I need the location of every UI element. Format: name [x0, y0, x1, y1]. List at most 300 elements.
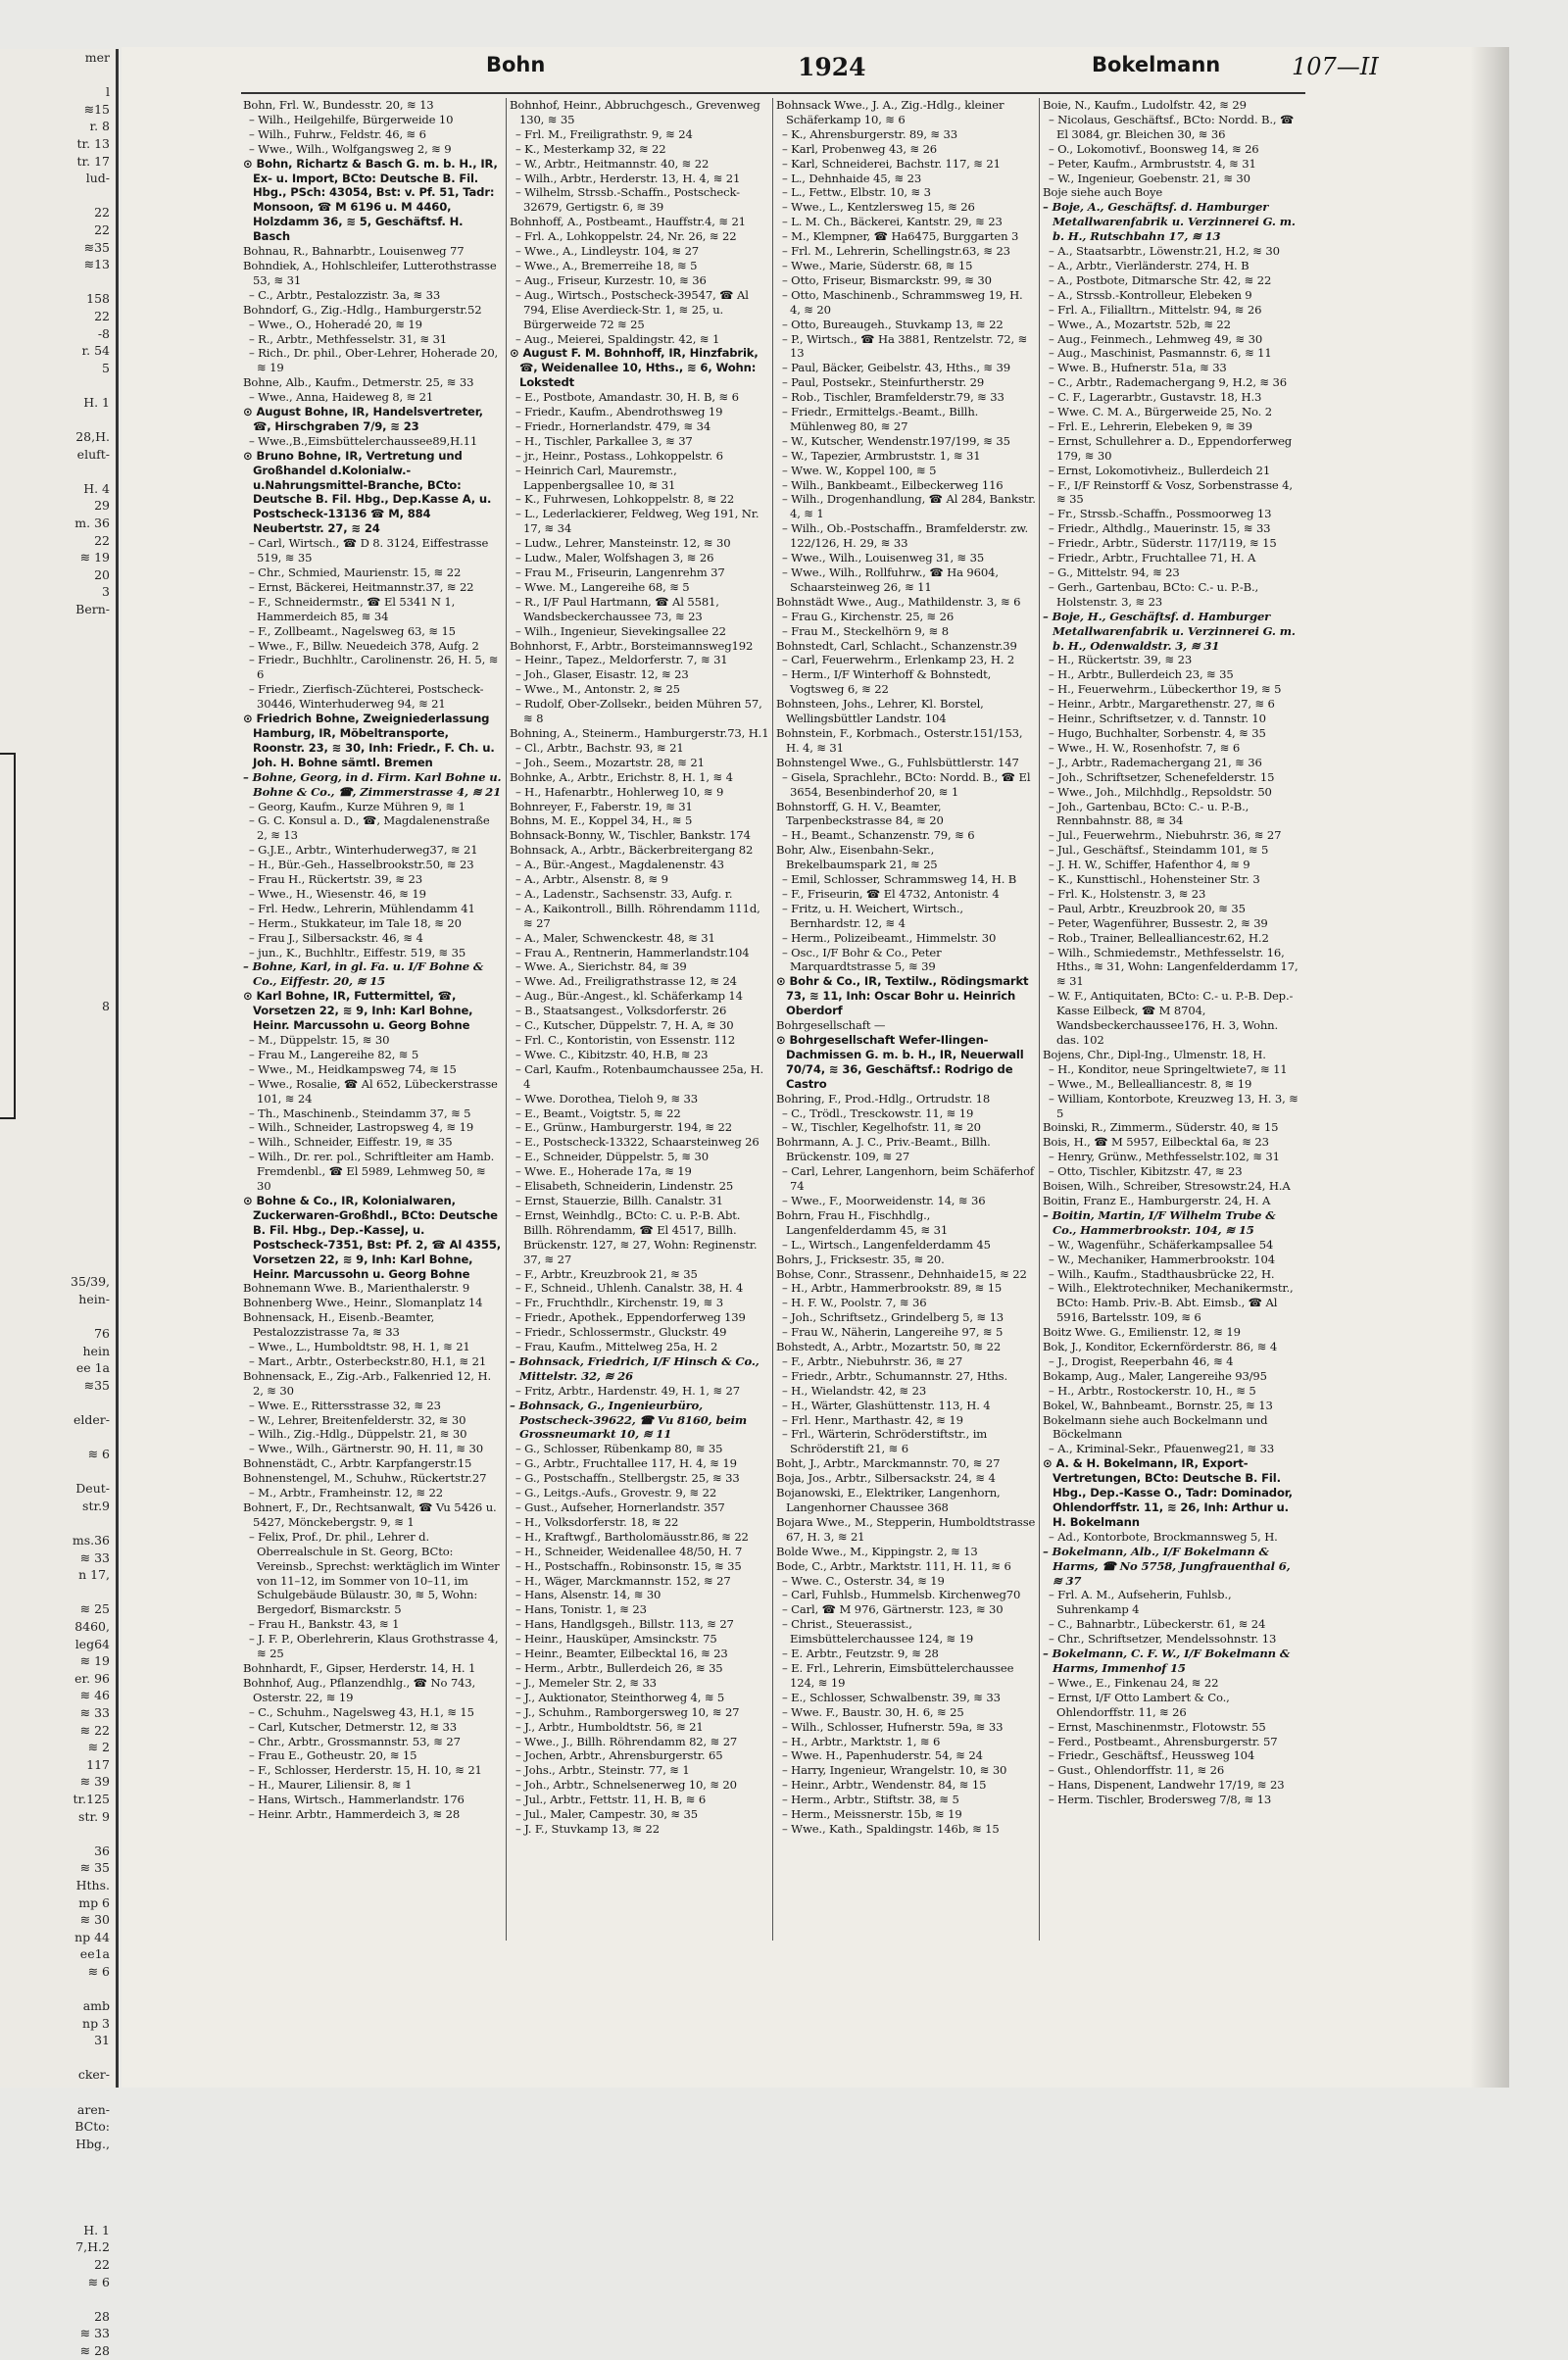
directory-entry: – H., Wäger, Marckmannstr. 152, ≋ 27	[515, 1573, 731, 1588]
directory-entry: – H., Tischler, Parkallee 3, ≋ 37	[515, 433, 693, 448]
directory-entry: – Wwe., J., Billh. Röhrendamm 82, ≋ 27	[515, 1734, 738, 1748]
directory-entry: – F., Schneid., Uhlenh. Canalstr. 38, H. 4	[515, 1281, 744, 1296]
directory-entry: Bohns, M. E., Koppel 34, H., ≋ 5	[510, 813, 693, 828]
directory-entry: – Frl. E., Lehrerin, Elebeken 9, ≋ 39	[1049, 418, 1252, 433]
prev-page-fragment: r. 8	[89, 119, 110, 134]
header-right-keyword: Bokelmann	[1092, 53, 1221, 76]
page-header	[122, 53, 1509, 92]
directory-entry: Bohnstengel Wwe., G., Fuhlsbüttlerstr. 147	[776, 755, 1019, 769]
directory-entry: ⊙ Bruno Bohne, IR, Vertretung und Großhandel d.Kolonialw.-u.Nahrungsmittel-Branche, BCto: Deutsche B. Fil. Hbg., Dep.Kasse A, u. Postscheck-13136 ☎ M, 884 Neubertstr. 27, ≋ 24	[243, 448, 492, 536]
directory-entry: – Joh., Schriftsetz., Grindelberg 5, ≋ 13	[782, 1310, 1004, 1325]
prev-page-fragment: 20	[94, 566, 110, 582]
prev-page-fragment	[0, 411, 116, 428]
directory-entry: Bohnhof, Heinr., Abbruchgesch., Grevenweg 130, ≋ 35	[510, 98, 760, 126]
directory-entry: – Chr., Schmied, Maurienstr. 15, ≋ 22	[249, 565, 462, 579]
directory-entry: – Friedr., Althdlg., Mauerinstr. 15, ≋ 33	[1049, 521, 1271, 536]
directory-entry: – Wwe., E., Finkenau 24, ≋ 22	[1049, 1675, 1219, 1690]
directory-entry: Bohnsteen, Johs., Lehrer, Kl. Borstel, Wellingsbüttler Landstr. 104	[776, 697, 984, 726]
directory-entry: – C., Kutscher, Düppelstr. 7, H. A, ≋ 30	[515, 1018, 734, 1033]
directory-entry: – G., Schlosser, Rübenkamp 80, ≋ 35	[515, 1442, 723, 1456]
directory-entry: – Wilhelm, Strssb.-Schaffn., Postscheck-32679, Gertigstr. 6, ≋ 39	[515, 185, 740, 215]
directory-entry: ⊙ August F. M. Bohnhoff, IR, Hinzfabrik, ☎, Weidenallee 10, Hths., ≋ 6, Wohn: Lokstedt	[510, 346, 759, 390]
directory-entry: – H., Arbtr., Rostockerstr. 10, H., ≋ 5	[1049, 1383, 1256, 1398]
directory-entry: – Mart., Arbtr., Osterbeckstr.80, H.1, ≋ 21	[249, 1353, 487, 1368]
directory-entry: – Carl, Fuhlsb., Hummelsb. Kirchenweg70	[782, 1588, 1021, 1602]
directory-entry: – Wilh., Kaufm., Stadthausbrücke 22, H.	[1049, 1266, 1275, 1281]
directory-entry: – J. F., Stuvkamp 13, ≋ 22	[515, 1821, 660, 1836]
directory-entry: – C., Arbtr., Pestalozzistr. 3a, ≋ 33	[249, 287, 441, 302]
directory-entry: – G., Mittelstr. 94, ≋ 23	[1049, 565, 1180, 579]
directory-entry: – Wwe., F., Billw. Neuedeich 378, Aufg. 2	[249, 638, 479, 653]
directory-entry: – Rob., Tischler, Bramfelderstr.79, ≋ 33	[782, 390, 1004, 405]
directory-entry: ⊙ August Bohne, IR, Handelsvertreter, ☎, Hirschgraben 7/9, ≋ 23	[243, 405, 483, 433]
directory-entry: – Wilh., Schmiedemstr., Methfesselstr. 16, Hths., ≋ 31, Wohn: Langenfelderdamm 17, ≋ 31	[1049, 945, 1298, 989]
prev-page-fragment	[0, 1256, 116, 1274]
directory-entry: – Th., Maschinenb., Steindamm 37, ≋ 5	[249, 1106, 471, 1120]
directory-entry: – Herm., Arbtr., Stiftstr. 38, ≋ 5	[782, 1793, 959, 1807]
directory-entry: – Herm. Tischler, Brodersweg 7/8, ≋ 13	[1049, 1793, 1272, 1807]
directory-entry: – Aug., Feinmech., Lehmweg 49, ≋ 30	[1049, 331, 1263, 346]
directory-entry: – E., Postbote, Amandastr. 30, H. B, ≋ 6	[515, 390, 739, 405]
prev-page-fragment: cker-	[77, 2067, 110, 2083]
directory-entry: – Ernst, Stauerzie, Billh. Canalstr. 31	[515, 1193, 723, 1207]
prev-page-fragment: 76	[94, 1325, 110, 1341]
directory-entry: – Carl, Feuerwehrm., Erlenkamp 23, H. 2	[782, 653, 1015, 667]
directory-entry: ⊙ Karl Bohne, IR, Futtermittel, ☎, Vorsetzen 22, ≋ 9, Inh: Karl Bohne, Heinr. Marcussohn u. Georg Bohne	[243, 989, 473, 1033]
directory-entry: – F., Friseurin, ☎ El 4732, Antonistr. 4	[782, 886, 1000, 901]
directory-entry: – Wilh., Schneider, Eiffestr. 19, ≋ 35	[249, 1135, 453, 1150]
directory-entry: – Jul., Maler, Campestr. 30, ≋ 35	[515, 1807, 698, 1822]
prev-page-fragment: 31	[94, 2033, 110, 2048]
prev-page-fragment: 22	[94, 532, 110, 548]
directory-entry: – Wwe. C., Kibitzstr. 40, H.B, ≋ 23	[515, 1047, 709, 1061]
prev-page-fragment: ≋ 25	[79, 1601, 110, 1617]
directory-entry: – Frau M., Friseurin, Langenrehm 37	[515, 565, 725, 579]
directory-entry: – Friedr., Hornerlandstr. 479, ≋ 34	[515, 418, 711, 433]
prev-page-fragment	[0, 1014, 116, 1032]
directory-entry: – E. Frl., Lehrerin, Eimsbüttelerchaussee 124, ≋ 19	[782, 1660, 1014, 1690]
directory-entry: – Herm., Stukkateur, im Tale 18, ≋ 20	[249, 915, 462, 930]
directory-entry: – W., Wagenführ., Schäferkampsallee 54	[1049, 1237, 1274, 1252]
directory-entry: Bohnensack, H., Eisenb.-Beamter, Pestalozzistrasse 7a, ≋ 33	[243, 1310, 435, 1340]
prev-page-fragment: ≋35	[83, 239, 110, 255]
directory-entry: – C., Bahnarbtr., Lübeckerstr. 61, ≋ 24	[1049, 1617, 1266, 1632]
page-shadow	[1470, 47, 1509, 2088]
directory-entry: – Friedr., Zierfisch-Züchterei, Postscheck-30446, Winterhuderweg 94, ≋ 21	[249, 682, 484, 712]
directory-entry: Bohstedt, A., Arbtr., Mozartstr. 50, ≋ 22	[776, 1340, 1002, 1354]
directory-entry: – Ad., Kontorbote, Brockmannsweg 5, H.	[1049, 1529, 1278, 1544]
directory-entry: Bohnau, R., Bahnarbtr., Louisenweg 77	[243, 244, 465, 259]
prev-page-fragment: tr. 13	[76, 135, 110, 151]
column-separator	[506, 98, 507, 1941]
prev-page-fragment	[0, 2152, 116, 2170]
directory-entry: – Carl, Wirtsch., ☎ D 8. 3124, Eiffestrasse 519, ≋ 35	[249, 536, 489, 565]
prev-page-fragment: mp 6	[78, 1894, 110, 1910]
directory-entry: – Wwe. C., Osterstr. 34, ≋ 19	[782, 1573, 945, 1588]
prev-page-fragment: hein-	[78, 1291, 110, 1306]
prev-page-fragment: ≋ 6	[87, 1447, 110, 1462]
directory-entry: – J. F. P., Oberlehrerin, Klaus Grothstrasse 4, ≋ 25	[249, 1632, 499, 1661]
directory-entry: – M., Klempner, ☎ Ha6475, Burggarten 3	[782, 229, 1019, 244]
directory-entry: – Rob., Trainer, Bellealliancestr.62, H.2	[1049, 930, 1269, 945]
directory-entry: Bokelmann siehe auch Bockelmann und Böckelmann	[1043, 1412, 1268, 1442]
prev-page-fragment: 22	[94, 308, 110, 323]
directory-entry: – Jul., Feuerwehrm., Niebuhrstr. 36, ≋ 27	[1049, 828, 1282, 843]
previous-page-edge	[0, 49, 119, 2358]
directory-entry: Bode, C., Arbtr., Marktstr. 111, H. 11, ≋ 6	[776, 1558, 1011, 1573]
directory-entry: Bohnenberg Wwe., Heinr., Slomanplatz 14	[243, 1296, 483, 1310]
directory-entry: Bohnemann Wwe. B., Marienthalerstr. 9	[243, 1281, 470, 1296]
prev-page-fragment	[0, 2188, 116, 2205]
directory-entry: Bohrmann, A. J. C., Priv.-Beamt., Billh. Brückenstr. 109, ≋ 27	[776, 1135, 991, 1164]
directory-entry: Boje siehe auch Boye	[1043, 185, 1163, 200]
directory-entry: – Frau M., Steckelhörn 9, ≋ 8	[782, 623, 949, 638]
directory-entry: – H., Postschaffn., Robinsonstr. 15, ≋ 35	[515, 1558, 742, 1573]
directory-entry: – H., Konditor, neue Springeltwiete7, ≋ 11	[1049, 1061, 1288, 1076]
directory-entry: Bohndorf, G., Zig.-Hdlg., Hamburgerstr.52	[243, 302, 482, 317]
directory-entry: – C. F., Lagerarbtr., Gustavstr. 18, H.3	[1049, 390, 1262, 405]
directory-entry: Bohrn, Frau H., Fischhdlg., Langenfelderdamm 45, ≋ 31	[776, 1207, 949, 1237]
directory-entry: – P., Wirtsch., ☎ Ha 3881, Rentzelstr. 72, ≋ 13	[782, 331, 1028, 361]
directory-entry: – F., Zollbeamt., Nagelsweg 63, ≋ 15	[249, 623, 456, 638]
directory-entry: – Felix, Prof., Dr. phil., Lehrer d. Oberrealschule in St. Georg, BCto: Vereinsb., Sprechst: werktäglich im Winter von 11–12, im Sommer von 10–11, im Schulgebäude Bülaustr. 30, ≋ 5, Wohn: Bergedorf, Bismarckstr. 5	[249, 1529, 500, 1617]
directory-entry: – A., Arbtr., Vierländerstr. 274, H. B	[1049, 258, 1250, 272]
directory-entry: – Wwe., F., Moorweidenstr. 14, ≋ 36	[782, 1193, 986, 1207]
directory-entry: – Georg, Kaufm., Kurze Mühren 9, ≋ 1	[249, 799, 466, 813]
directory-entry: – Wwe. C. M. A., Bürgerweide 25, No. 2	[1049, 405, 1272, 419]
directory-entry: – Heinr., Tapez., Meldorferstr. 7, ≋ 31	[515, 653, 728, 667]
directory-entry: – Wwe. W., Koppel 100, ≋ 5	[782, 463, 937, 477]
directory-entry: – Ernst, Schullehrer a. D., Eppendorferweg 179, ≋ 30	[1049, 433, 1293, 463]
directory-entry: – Wilh., Fuhrw., Feldstr. 46, ≋ 6	[249, 126, 426, 141]
directory-entry: – Harry, Ingenieur, Wrangelstr. 10, ≋ 30	[782, 1763, 1007, 1778]
directory-entry: – W., Tapezier, Armbruststr. 1, ≋ 31	[782, 448, 981, 463]
directory-entry: Bohrgesellschaft —	[776, 1018, 886, 1033]
directory-entry: – H., Feuerwehrm., Lübeckerthor 19, ≋ 5	[1049, 682, 1282, 697]
directory-entry: – W., Tischler, Kegelhofstr. 11, ≋ 20	[782, 1120, 981, 1135]
directory-entry: Boisen, Wilh., Schreiber, Stresowstr.24, H.A	[1043, 1179, 1291, 1194]
directory-entry: – Otto, Maschinenb., Schrammsweg 19, H. 4, ≋ 20	[782, 287, 1023, 317]
directory-entry: – Wwe., M., Heidkampsweg 74, ≋ 15	[249, 1061, 457, 1076]
directory-entry: Bohnstein, F., Korbmach., Osterstr.151/153, H. 4, ≋ 31	[776, 725, 1023, 755]
prev-page-fragment: lud-	[85, 171, 110, 186]
prev-page-fragment: 36	[94, 1843, 110, 1858]
prev-page-fragment	[0, 2170, 116, 2188]
directory-entry: – Wilh., Heilgehilfe, Bürgerweide 10	[249, 112, 454, 126]
prev-page-fragment: ≋15	[83, 101, 110, 117]
directory-entry: – L., Lederlackierer, Feldweg, Weg 191, Nr. 17, ≋ 34	[515, 507, 760, 536]
prev-page-fragment: ≋ 22	[79, 1722, 110, 1738]
directory-entry: – K., Fuhrwesen, Lohkoppelstr. 8, ≋ 22	[515, 492, 735, 507]
directory-entry: Bohnstädt Wwe., Aug., Mathildenstr. 3, ≋ 6	[776, 594, 1021, 609]
directory-entry: – H., Arbtr., Hammerbrookstr. 89, ≋ 15	[782, 1281, 1003, 1296]
prev-page-fragment	[0, 721, 116, 739]
directory-entry: – Frl. A., Filialltrn., Mittelstr. 94, ≋ 26	[1049, 302, 1262, 317]
directory-entry: – Wwe., A., Bremerreihe 18, ≋ 5	[515, 258, 698, 272]
directory-entry: – H., Wärter, Glashüttenstr. 113, H. 4	[782, 1398, 991, 1412]
directory-entry: – W., Lehrer, Breitenfelderstr. 32, ≋ 30	[249, 1412, 466, 1427]
directory-entry: – Rich., Dr. phil., Ober-Lehrer, Hoherade 20, ≋ 19	[249, 346, 499, 375]
directory-entry: – Frl., Wärterin, Schröderstiftstr., im Schröderstift 21, ≋ 6	[782, 1427, 988, 1456]
prev-page-fragment	[0, 877, 116, 895]
directory-entry: Boja, Jos., Arbtr., Silbersackstr. 24, ≋ 4	[776, 1471, 996, 1486]
directory-entry: – M., Düppelstr. 15, ≋ 30	[249, 1033, 390, 1047]
directory-entry: – Wwe. H., Papenhuderstr. 54, ≋ 24	[782, 1748, 983, 1763]
directory-entry: – Cl., Arbtr., Bachstr. 93, ≋ 21	[515, 740, 684, 755]
directory-entry: – H., Wielandstr. 42, ≋ 23	[782, 1383, 927, 1398]
directory-entry: – Friedr., Ermittelgs.-Beamt., Billh. Mühlenweg 80, ≋ 27	[782, 405, 979, 433]
directory-entry: – Wilh., Ob.-Postschaffn., Bramfelderstr. zw. 122/126, H. 29, ≋ 33	[782, 521, 1028, 551]
prev-page-fragment: ≋ 6	[87, 1963, 110, 1979]
prev-page-fragment	[0, 2049, 116, 2067]
directory-entry: – K., Mesterkamp 32, ≋ 22	[515, 141, 666, 156]
directory-entry: – Bokelmann, C. F. W., I/F Bokelmann & Harms, Immenhof 15	[1043, 1647, 1291, 1675]
prev-page-fragment	[0, 687, 116, 705]
directory-entry: Bohnsack Wwe., J. A., Zig.-Hdlg., kleiner Schäferkamp 10, ≋ 6	[776, 98, 1004, 126]
prev-page-fragment: tr. 17	[76, 153, 110, 169]
prev-page-fragment: ≋ 35	[79, 1860, 110, 1876]
directory-entry: – Wwe. M., Langereihe 68, ≋ 5	[515, 579, 690, 594]
directory-entry: – H., Bür.-Geh., Hasselbrookstr.50, ≋ 23	[249, 858, 474, 872]
prev-page-fragment: str.9	[82, 1498, 110, 1513]
directory-entry: – Hans, Handlgsgeh., Billstr. 113, ≋ 27	[515, 1617, 734, 1632]
header-rule	[241, 92, 1305, 94]
prev-page-fragment: ≋ 19	[79, 1653, 110, 1669]
prev-page-fragment: ≋ 2	[87, 1740, 110, 1755]
directory-entry: – Aug., Meierei, Spaldingstr. 42, ≋ 1	[515, 331, 720, 346]
directory-entry: – Paul, Bäcker, Geibelstr. 43, Hths., ≋ 39	[782, 361, 1010, 375]
directory-entry: – Heinr., Arbtr., Wendenstr. 84, ≋ 15	[782, 1778, 987, 1793]
directory-entry: Bohrs, J., Fricksestr. 35, ≋ 20.	[776, 1252, 945, 1266]
prev-page-fragment	[0, 1584, 116, 1601]
directory-entry: – Carl, Kutscher, Detmerstr. 12, ≋ 33	[249, 1719, 458, 1734]
directory-entry: – Bokelmann, Alb., I/F Bokelmann & Harms, ☎ No 5758, Jungfrauenthal 6, ≋ 37	[1043, 1544, 1291, 1588]
prev-page-fragment: 158	[86, 291, 110, 307]
directory-entry: ⊙ Bohrgesellschaft Wefer-Ilingen-Dachmissen G. m. b. H., IR, Neuerwall 70/74, ≋ 36, Geschäftsf.: Rodrigo de Castro	[776, 1033, 1024, 1091]
header-year: 1924	[798, 53, 866, 81]
directory-entry: – A., Arbtr., Alsenstr. 8, ≋ 9	[515, 872, 668, 887]
prev-page-fragment	[0, 791, 116, 809]
directory-entry: – F., I/F Reinstorff & Vosz, Sorbenstrasse 4, ≋ 35	[1049, 477, 1293, 507]
directory-entry: – Wwe., Wilh., Wolfgangsweg 2, ≋ 9	[249, 141, 452, 156]
directory-entry: – Wilh., Ingenieur, Sievekingsallee 22	[515, 623, 726, 638]
directory-entry: – Ernst, Maschinenmstr., Flotowstr. 55	[1049, 1719, 1266, 1734]
prev-page-fragment	[0, 1221, 116, 1239]
directory-entry: Bojara Wwe., M., Stepperin, Humboldtstrasse 67, H. 3, ≋ 21	[776, 1514, 1036, 1544]
directory-entry: – J., Arbtr., Humboldtstr. 56, ≋ 21	[515, 1719, 704, 1734]
directory-entry: Bohnert, F., Dr., Rechtsanwalt, ☎ Vu 5426 u. 5427, Mönckebergstr. 9, ≋ 1	[243, 1500, 497, 1529]
directory-entry: – Gisela, Sprachlehr., BCto: Nordd. B., ☎ El 3654, Besenbinderhof 20, ≋ 1	[782, 769, 1031, 799]
directory-entry: – Aug., Bür.-Angest., kl. Schäferkamp 14	[515, 989, 743, 1004]
directory-entry: – H., Maurer, Liliensir. 8, ≋ 1	[249, 1778, 413, 1793]
prev-page-fragment: 29	[94, 498, 110, 514]
directory-entry: Bohnensack, E., Zig.-Arb., Falkenried 12, H. 2, ≋ 30	[243, 1368, 491, 1398]
prev-page-fragment: 22	[94, 2257, 110, 2272]
directory-entry: – G.J.E., Arbtr., Winterhuderweg37, ≋ 21	[249, 843, 478, 858]
prev-page-fragment	[0, 1825, 116, 1843]
prev-page-fragment: ee 1a	[75, 1360, 110, 1376]
prev-page-fragment: np 44	[74, 1929, 110, 1944]
directory-entry: – A., Postbote, Ditmarsche Str. 42, ≋ 22	[1049, 272, 1272, 287]
directory-entry: – Frl. A. M., Aufseherin, Fuhlsb., Suhrenkamp 4	[1049, 1588, 1232, 1617]
directory-entry: – Wwe. Dorothea, Tieloh 9, ≋ 33	[515, 1091, 699, 1106]
directory-entry: – jun., K., Buchhltr., Eiffestr. 519, ≋ 35	[249, 945, 466, 959]
directory-entry: – Wwe., Kath., Spaldingstr. 146b, ≋ 15	[782, 1821, 1000, 1836]
directory-entry: – Jul., Geschäftsf., Steindamm 101, ≋ 5	[1049, 843, 1269, 858]
directory-entry: – C., Arbtr., Rademachergang 9, H.2, ≋ 36	[1049, 375, 1287, 390]
directory-entry: – Joh., Glaser, Eisastr. 12, ≋ 23	[515, 667, 689, 682]
directory-entry: – H., Arbtr., Marktstr. 1, ≋ 6	[782, 1734, 941, 1748]
directory-entry: – Wilh., Dr. rer. pol., Schriftleiter am Hamb. Fremdenbl., ☎ El 5989, Lehmweg 50, ≋ 30	[249, 1150, 495, 1194]
prev-page-fragment: BCto:	[74, 2119, 110, 2135]
directory-entry: – Friedr., Geschäftsf., Heussweg 104	[1049, 1748, 1255, 1763]
directory-entry: Bohse, Conr., Strassenr., Dehnhaide15, ≋ 22	[776, 1266, 1027, 1281]
directory-entry: – Bohnsack, G., Ingenieurbüro, Postscheck-39622, ☎ Vu 8160, beim Grossneumarkt 10, ≋ 11	[510, 1398, 747, 1442]
prev-page-fragment	[0, 962, 116, 980]
prev-page-fragment: ≋ 33	[79, 1549, 110, 1565]
directory-entry: – Aug., Friseur, Kurzestr. 10, ≋ 36	[515, 272, 707, 287]
directory-entry: – Wwe. E., Rittersstrasse 32, ≋ 23	[249, 1398, 441, 1412]
directory-entry: – Fr., Fruchthdlr., Kirchenstr. 19, ≋ 3	[515, 1296, 723, 1310]
directory-entry: – Frl. Henr., Marthastr. 42, ≋ 19	[782, 1412, 963, 1427]
prev-page-fragment	[0, 1101, 116, 1118]
directory-entry: – Wwe. F., Baustr. 30, H. 6, ≋ 25	[782, 1704, 964, 1719]
directory-entry: – A., Maler, Schwenckestr. 48, ≋ 31	[515, 930, 715, 945]
directory-entry: – William, Kontorbote, Kreuzweg 13, H. 3, ≋ 5	[1049, 1091, 1298, 1120]
directory-entry: – Johs., Arbtr., Steinstr. 77, ≋ 1	[515, 1763, 690, 1778]
prev-page-fragment: 28,H.	[75, 429, 110, 445]
prev-page-fragment: elder-	[74, 1411, 110, 1427]
directory-entry: – Paul, Postsekr., Steinfurtherstr. 29	[782, 375, 985, 390]
directory-entry: – L., Dehnhaide 45, ≋ 23	[782, 171, 922, 185]
prev-page-fragment	[0, 894, 116, 911]
prev-page-fragment	[0, 1135, 116, 1153]
directory-entry: – Frl. Hedw., Lehrerin, Mühlendamm 41	[249, 901, 475, 915]
directory-entry: – Heinr., Arbtr., Margarethenstr. 27, ≋ 6	[1049, 697, 1275, 712]
directory-entry: – Herm., I/F Winterhoff & Bohnstedt, Vogtsweg 6, ≋ 22	[782, 667, 992, 697]
directory-entry: – J. H. W., Schiffer, Hafenthor 4, ≋ 9	[1049, 858, 1250, 872]
directory-entry: – Frau E., Gotheustr. 20, ≋ 15	[249, 1748, 417, 1763]
prev-page-fragment: ms.36	[72, 1533, 110, 1549]
directory-entry: – Wwe., A., Mozartstr. 52b, ≋ 22	[1049, 317, 1231, 331]
directory-entry: – W., Ingenieur, Goebenstr. 21, ≋ 30	[1049, 171, 1250, 185]
directory-entry: – Wwe., Wilh., Rollfuhrw., ☎ Ha 9604, Schaarsteinweg 26, ≋ 11	[782, 565, 999, 594]
directory-entry: – H. F. W., Poolstr. 7, ≋ 36	[782, 1296, 927, 1310]
directory-entry: – Joh., Schriftsetzer, Schenefelderstr. 15	[1049, 769, 1275, 784]
directory-entry: – Emil, Schlosser, Schrammsweg 14, H. B	[782, 872, 1017, 887]
directory-entry: – Frau A., Rentnerin, Hammerlandstr.104	[515, 945, 750, 959]
directory-entry: – Wwe. Ad., Freiligrathstrasse 12, ≋ 24	[515, 974, 737, 989]
directory-entry: – Carl, ☎ M 976, Gärtnerstr. 123, ≋ 30	[782, 1602, 1004, 1617]
column-separator	[1039, 98, 1040, 1941]
directory-entry: – Herm., Meissnerstr. 15b, ≋ 19	[782, 1807, 962, 1822]
directory-entry: – F., Schlosser, Herderstr. 15, H. 10, ≋ 21	[249, 1763, 482, 1778]
directory-entry: – E., Schneider, Düppelstr. 5, ≋ 30	[515, 1150, 709, 1164]
directory-entry: – Frau H., Rückertstr. 39, ≋ 23	[249, 872, 422, 887]
directory-entry: Bohn, Frl. W., Bundesstr. 20, ≋ 13	[243, 98, 434, 112]
directory-entry: Bohring, F., Prod.-Hdlg., Ortrudstr. 18	[776, 1091, 991, 1106]
directory-entry: Boinski, R., Zimmerm., Süderstr. 40, ≋ 15	[1043, 1120, 1279, 1135]
directory-entry: – Wwe., M., Bellealliancestr. 8, ≋ 19	[1049, 1076, 1252, 1091]
directory-entry: – A., Kriminal-Sekr., Pfauenweg21, ≋ 33	[1049, 1442, 1275, 1456]
directory-entry: ⊙ Bohne & Co., IR, Kolonialwaren, Zuckerwaren-Großhdl., BCto: Deutsche B. Fil. Hbg., Dep.-KasseJ, u. Postscheck-7351, Bst: Pf. 2, ☎ Al 4355, Vorsetzen 22, ≋ 9, Inh: Karl Bohne, Heinr. Marcussohn u. Georg Bohne	[243, 1193, 501, 1281]
directory-entry: – F., Arbtr., Niebuhrstr. 36, ≋ 27	[782, 1353, 963, 1368]
directory-entry: – Boitin, Martin, I/F Wilhelm Trube & Co., Hammerbrookstr. 104, ≋ 15	[1043, 1207, 1276, 1237]
prev-page-fragment: 8460,	[74, 1619, 110, 1635]
directory-entry: – Wwe.,B.,Eimsbüttelerchaussee89,H.11	[249, 433, 478, 448]
directory-entry: – A., Ladenstr., Sachsenstr. 33, Aufg. r.	[515, 886, 733, 901]
prev-page-fragment: H. 4	[83, 480, 110, 496]
directory-entry: – Friedr., Arbtr., Fruchtallee 71, H. A	[1049, 551, 1256, 565]
prev-page-fragment: eluft-	[76, 446, 110, 462]
prev-page-fragment: 7,H.2	[75, 2239, 110, 2255]
directory-entry: – L., Fettw., Elbstr. 10, ≋ 3	[782, 185, 931, 200]
prev-page-fragment	[0, 1981, 116, 1998]
prev-page-fragment	[0, 1170, 116, 1188]
directory-entry: – Frl. M., Freiligrathstr. 9, ≋ 24	[515, 126, 693, 141]
prev-page-fragment: Hths.	[75, 1877, 110, 1893]
prev-page-fragment	[0, 1239, 116, 1256]
directory-entry: Boht, J., Arbtr., Marckmannstr. 70, ≋ 27	[776, 1456, 1001, 1471]
column-separator	[772, 98, 773, 1941]
directory-entry: ⊙ Bohn, Richartz & Basch G. m. b. H., IR, Ex- u. Import, BCto: Deutsche B. Fil. Hbg., PSch: 43054, Bst: v. Pf. 51, Tadr: Monsoon, ☎ M 6196 u. M 4460, Holzdamm 36, ≋ 5, Geschäftsf. H. Basch	[243, 156, 498, 244]
directory-entry: – R., Arbtr., Methfesselstr. 31, ≋ 31	[249, 331, 448, 346]
directory-entry: – B., Staatsangest., Volksdorferstr. 26	[515, 1004, 727, 1018]
directory-entry: Bohnsack-Bonny, W., Tischler, Bankstr. 174	[510, 828, 751, 843]
prev-page-fragment: 117	[86, 1756, 110, 1772]
directory-entry: – Joh., Seem., Mozartstr. 28, ≋ 21	[515, 755, 705, 769]
directory-entry: – W., Kutscher, Wendenstr.197/199, ≋ 35	[782, 433, 1010, 448]
directory-entry: ⊙ Bohr & Co., IR, Textilw., Rödingsmarkt 73, ≋ 11, Inh: Oscar Bohr u. Heinrich Oberdorf	[776, 974, 1029, 1018]
directory-entry: – Ernst, Lokomotivheiz., Bullerdeich 21	[1049, 463, 1271, 477]
directory-entry: – Friedr., Apothek., Eppendorferweg 139	[515, 1310, 746, 1325]
directory-entry: – Wwe., O., Hoheradé 20, ≋ 19	[249, 317, 422, 331]
directory-entry: – E., Schlosser, Schwalbenstr. 39, ≋ 33	[782, 1690, 1001, 1704]
directory-entry: – Wwe. A., Sierichstr. 84, ≋ 39	[515, 959, 687, 974]
directory-entry: – Joh., Gartenbau, BCto: C.- u. P.-B., Rennbahnstr. 88, ≋ 34	[1049, 799, 1250, 828]
directory-entry: – Carl, Lehrer, Langenhorn, beim Schäferhof 74	[782, 1164, 1035, 1194]
directory-entry: – Frau M., Langereihe 82, ≋ 5	[249, 1047, 419, 1061]
directory-entry: – H., Hafenarbtr., Hohlerweg 10, ≋ 9	[515, 784, 724, 799]
directory-entry: – Peter, Wagenführer, Bussestr. 2, ≋ 39	[1049, 915, 1268, 930]
directory-entry: – Gust., Ohlendorffstr. 11, ≋ 26	[1049, 1763, 1225, 1778]
prev-page-fragment	[0, 1084, 116, 1102]
directory-entry: – Joh., Arbtr., Schnelsenerweg 10, ≋ 20	[515, 1778, 737, 1793]
directory-entry: – Rudolf, Ober-Zollsekr., beiden Mühren 57, ≋ 8	[515, 697, 762, 726]
prev-page-fragment	[0, 653, 116, 670]
directory-entry: – Frau J., Silbersackstr. 46, ≋ 4	[249, 930, 423, 945]
directory-entry: – Wilh., Elektrotechniker, Mechanikermstr., BCto: Hamb. Priv.-B. Abt. Eimsb., ☎ Al 5916, Bartelsstr. 109, ≋ 6	[1049, 1281, 1294, 1325]
directory-entry: – Frau, Kaufm., Mittelweg 25a, H. 2	[515, 1340, 718, 1354]
directory-entry: – Wwe., H. W., Rosenhofstr. 7, ≋ 6	[1049, 740, 1241, 755]
prev-page-fragment	[0, 376, 116, 394]
directory-entry: ⊙ Friedrich Bohne, Zweigniederlassung Hamburg, IR, Möbeltransporte, Roonstr. 23, ≋ 30, Inh: Friedr., F. Ch. u. Joh. H. Bohne sämtl. Bremen	[243, 712, 495, 769]
prev-page-fragment	[0, 67, 116, 84]
directory-entry: – Osc., I/F Bohr & Co., Peter Marquardtstrasse 5, ≋ 39	[782, 945, 942, 974]
prev-page-fragment	[0, 842, 116, 860]
directory-entry: – Hans, Dispenent, Landwehr 17/19, ≋ 23	[1049, 1778, 1285, 1793]
directory-entry: – Bohne, Karl, in gl. Fa. u. I/F Bohne & Co., Eiffestr. 20, ≋ 15	[243, 959, 484, 989]
directory-entry: – Gerh., Gartenbau, BCto: C.- u. P.-B., Holstenstr. 3, ≋ 23	[1049, 579, 1259, 609]
directory-entry: – K., Ahrensburgerstr. 89, ≋ 33	[782, 126, 957, 141]
directory-entry: – O., Lokomotivf., Boonsweg 14, ≋ 26	[1049, 141, 1259, 156]
directory-entry: Bok, J., Konditor, Eckernförderstr. 86, ≋ 4	[1043, 1340, 1278, 1354]
prev-page-fragment: aren-	[76, 2101, 110, 2117]
directory-entry: – Herm., Arbtr., Bullerdeich 26, ≋ 35	[515, 1660, 723, 1675]
directory-entry: Bohndiek, A., Hohlschleifer, Lutterothstrasse 53, ≋ 31	[243, 258, 497, 287]
directory-entry: – F., Schneidermstr., ☎ El 5341 N 1, Hammerdeich 85, ≋ 34	[249, 594, 456, 623]
prev-page-fragment	[0, 463, 116, 480]
